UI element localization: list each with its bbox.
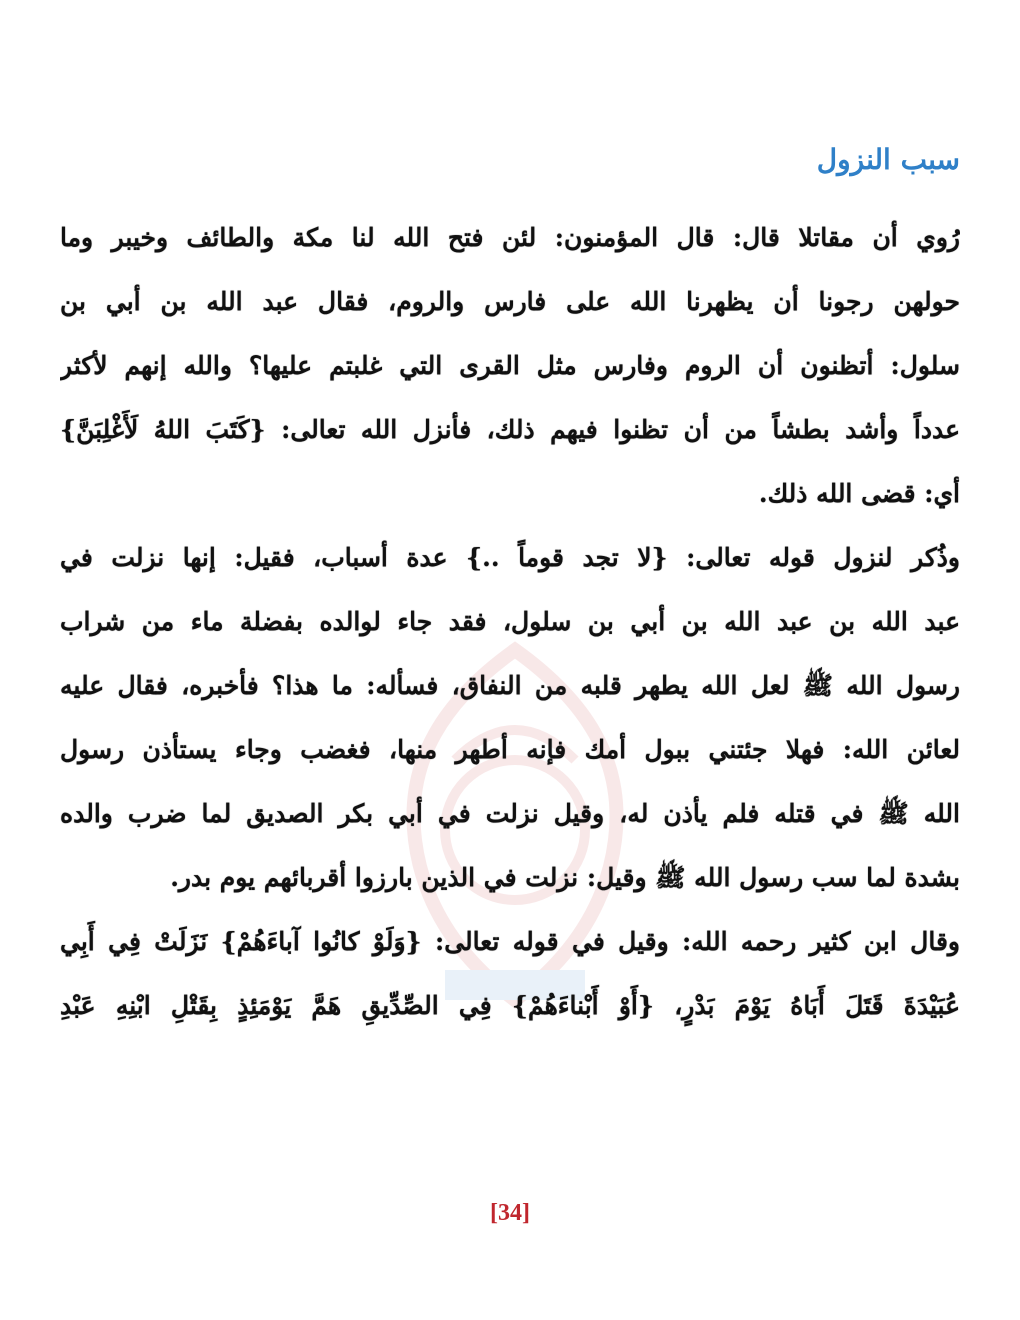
text-line-5: أي: قضى الله ذلك. bbox=[758, 479, 960, 508]
text-line-10: الله ﷺ في قتله فلم يأذن له، وقيل نزلت في أبي بكر الصديق لما ضرب والده bbox=[60, 799, 960, 828]
text-line-9: لعائن الله: فهلا جئتني ببول أمك فإنه أطهر منها، فغضب وجاء يستأذن رسول bbox=[60, 735, 960, 764]
section-heading: سبب النزول bbox=[816, 143, 960, 176]
text-line-6: وذُكر لنزول قوله تعالى: {لا تجد قوماً ..} عدة أسباب، فقيل: إنها نزلت في bbox=[60, 543, 960, 572]
text-line-1: رُوي أن مقاتلا قال: قال المؤمنون: لئن فتح الله لنا مكة والطائف وخيبر وما bbox=[60, 223, 960, 252]
text-line-11: بشدة لما سب رسول الله ﷺ وقيل: نزلت في الذين بارزوا أقربائهم يوم بدر. bbox=[170, 863, 960, 892]
page-content bbox=[60, 140, 960, 1038]
text-line-2: حولهن رجونا أن يظهرنا الله على فارس والروم، فقال عبد الله بن أبي بن bbox=[60, 287, 960, 316]
text-line-12: وقال ابن كثير رحمه الله: وقيل في قوله تعالى: {وَلَوْ كانُوا آباءَهُمْ} نَزَلَتْ فِي أَبِي bbox=[60, 927, 960, 956]
text-line-13: عُبَيْدَةَ قَتَلَ أَبَاهُ يَوْمَ بَدْرٍ، {أَوْ أَبْناءَهُمْ} فِي الصِّدِّيقِ هَمَّ يَوْمَئِذٍ بِقَتْلِ ابْنِهِ عَبْدِ bbox=[60, 991, 960, 1020]
page-number: [34] bbox=[490, 1200, 530, 1226]
text-line-8: رسول الله ﷺ لعل الله يطهر قلبه من النفاق، فسأله: ما هذا؟ فأخبره، فقال عليه bbox=[60, 671, 960, 700]
text-line-4: عدداً وأشد بطشاً من أن تظنوا فيهم ذلك، فأنزل الله تعالى: {كَتَبَ اللهُ لَأَغْلِبَنَّ} bbox=[60, 415, 960, 444]
text-line-3: سلول: أتظنون أن الروم وفارس مثل القرى التي غلبتم عليها؟ والله إنهم لأكثر bbox=[60, 351, 960, 380]
text-line-7: عبد الله بن عبد الله بن أبي بن سلول، فقد جاء لوالده بفضلة ماء من شراب bbox=[60, 607, 960, 636]
